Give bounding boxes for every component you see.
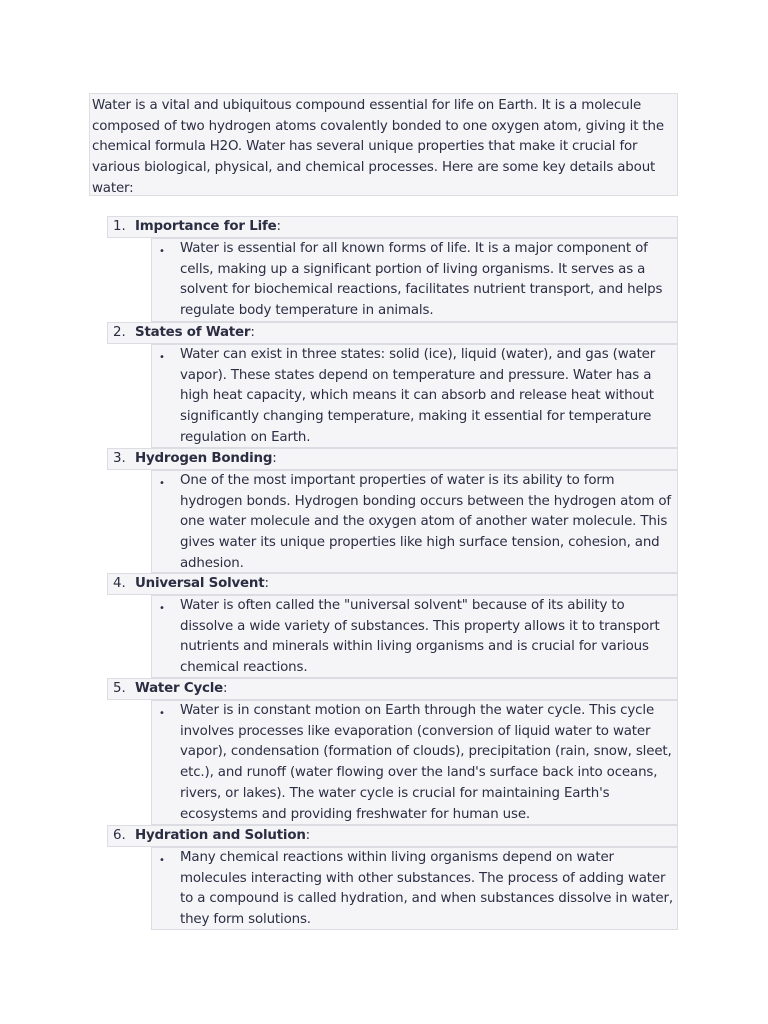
section-body	[151, 700, 678, 825]
bullet-icon: •	[159, 855, 165, 866]
section-heading	[107, 216, 678, 238]
section-body	[151, 470, 678, 573]
section-colon: :	[264, 576, 269, 591]
section-heading	[107, 573, 678, 595]
section-colon: :	[305, 828, 310, 843]
section-heading	[107, 322, 678, 344]
section-number: 4.	[113, 576, 126, 591]
section-number: 5.	[113, 681, 126, 696]
section-title: Universal Solvent	[135, 576, 265, 591]
section-title: Importance for Life	[135, 219, 277, 234]
bullet-icon: •	[159, 478, 165, 489]
section-title: Water Cycle	[135, 681, 224, 696]
section-text: Water can exist in three states: solid (ice), liquid (water), and gas (water vapor). These states depend on temperature and pressure. Water has a high heat capacity, which means it can absorb and release heat without significantly changing temperature, making it essential for temperature regulation on Earth.	[180, 347, 656, 445]
bullet-icon: •	[159, 603, 165, 614]
bullet-icon: •	[159, 708, 165, 719]
section-colon: :	[223, 681, 228, 696]
section-colon: :	[250, 325, 255, 340]
section-body	[151, 344, 678, 448]
section-text: Many chemical reactions within living organisms depend on water molecules interacting with other substances. The process of adding water to a compound is called hydration, and when substances dissolve in water, they form solutions.	[180, 850, 673, 928]
section-text: Water is essential for all known forms of life. It is a major component of cells, making up a significant portion of living organisms. It serves as a solvent for biochemical reactions, facilitates nutrient transport, and helps regulate body temperature in animals.	[180, 241, 663, 319]
section-colon: :	[272, 451, 277, 466]
section-text: Water is often called the "universal solvent" because of its ability to dissolve a wide variety of substances. This property allows it to transport nutrients and minerals within living organisms and is crucial for various chemical reactions.	[180, 598, 660, 676]
section-title-wrap	[135, 679, 227, 699]
section-title-wrap	[135, 217, 281, 237]
section-heading	[107, 678, 678, 700]
section-title: Hydrogen Bonding	[135, 451, 273, 466]
section-title-wrap	[135, 826, 310, 846]
section-number: 1.	[113, 219, 126, 234]
section-title-wrap	[135, 323, 255, 343]
section-title-wrap	[135, 449, 277, 469]
section-number: 6.	[113, 828, 126, 843]
bullet-icon: •	[159, 246, 165, 257]
section-colon: :	[276, 219, 281, 234]
section-body	[151, 595, 678, 678]
bullet-icon: •	[159, 352, 165, 363]
section-number: 2.	[113, 325, 126, 340]
section-body	[151, 238, 678, 322]
section-heading	[107, 825, 678, 847]
section-title-wrap	[135, 574, 269, 594]
section-title: States of Water	[135, 325, 251, 340]
section-title: Hydration and Solution	[135, 828, 306, 843]
section-text: Water is in constant motion on Earth through the water cycle. This cycle involves processes like evaporation (conversion of liquid water to water vapor), condensation (formation of clouds), precipitation (rain, snow, sleet, etc.), and runoff (water flowing over the land's surface back into oceans, rivers, or lakes). The water cycle is crucial for maintaining Earth's ecosystems and providing freshwater for human use.	[180, 703, 672, 822]
intro-paragraph: Water is a vital and ubiquitous compound essential for life on Earth. It is a molecule composed of two hydrogen atoms covalently bonded to one oxygen atom, giving it the chemical formula H2O. Water has several unique properties that make it crucial for various biological, physical, and chemical processes. Here are some key details about water:	[89, 93, 678, 196]
section-text: One of the most important properties of water is its ability to form hydrogen bonds. Hydrogen bonding occurs between the hydrogen atom of one water molecule and the oxygen atom of another water molecule. This gives water its unique properties like high surface tension, cohesion, and adhesion.	[180, 473, 671, 571]
section-body	[151, 847, 678, 930]
section-heading	[107, 448, 678, 470]
section-number: 3.	[113, 451, 126, 466]
